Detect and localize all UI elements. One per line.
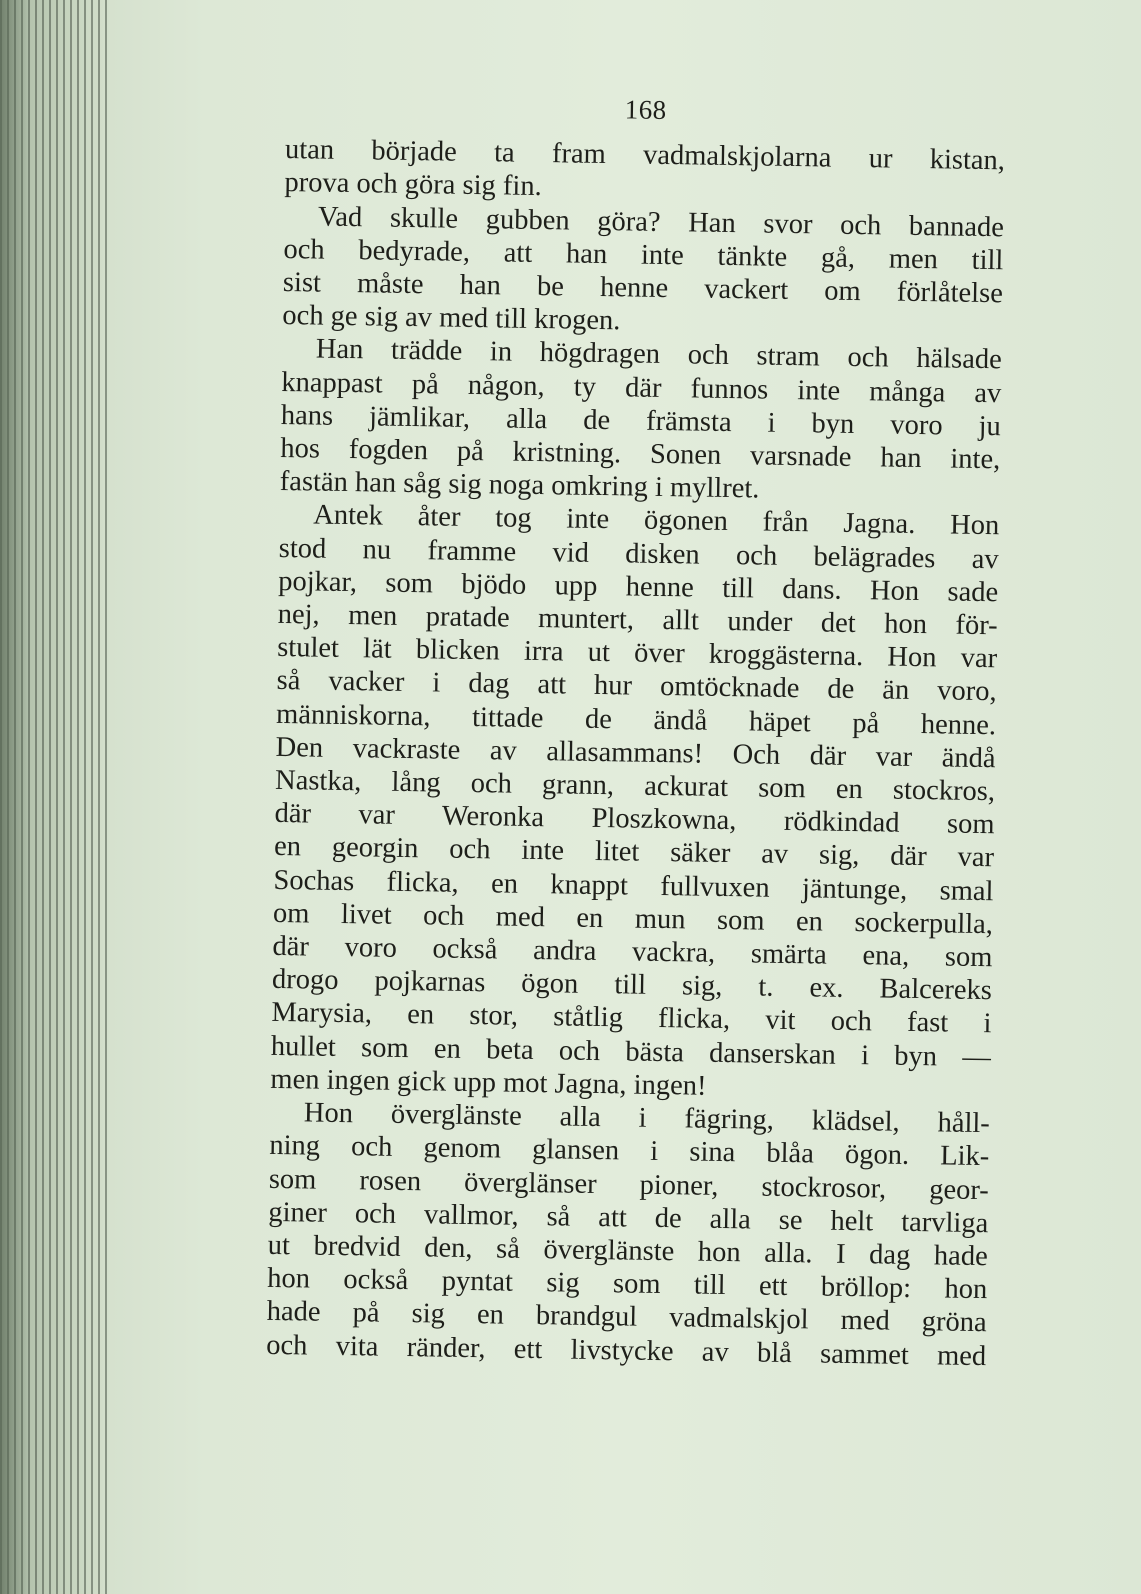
text-line: sist måste han be henne vackert om förlåtelse (282, 266, 1004, 310)
text-line: om livet och med en mun som en sockerpulla, (272, 897, 994, 941)
text-line: där voro också andra vackra, smärta ena, som (272, 930, 993, 974)
text-line: knappast på någon, ty där funnos inte många av (281, 366, 1002, 409)
text-line: och bedyrade, att han inte tänkte gå, men till (283, 233, 1004, 277)
paragraph-list (266, 133, 1005, 1373)
text-line: Sochas flicka, en knappt fullvuxen jäntunge, smal (273, 864, 994, 907)
text-line: Nastka, lång och grann, ackurat som en stockros, (274, 764, 996, 808)
text-line: Den vackraste av allasammans! Och där var ändå (275, 731, 996, 775)
page-number: 168 (624, 94, 667, 125)
paragraph (266, 1096, 990, 1373)
text-line: giner och vallmor, så att de alla se helt tarvliga (268, 1196, 989, 1239)
text-line: hade på sig en brandgul vadmalskjol med gröna (266, 1296, 987, 1339)
paragraph (284, 133, 1005, 211)
text-line: hullet som en beta och bästa danserskan i byn — (270, 1030, 992, 1073)
text-line: Marysia, en stor, ståtlig flicka, vit och fast i (271, 997, 992, 1040)
text-line: hans jämlikar, alla de främsta i byn voro ju (280, 399, 1002, 443)
text-line: ut bredvid den, så överglänste hon alla. I dag hade (267, 1229, 988, 1273)
text-line: stulet lät blicken irra ut över kroggästerna. Hon var (276, 632, 998, 675)
text-line: utan började ta fram vadmalskjolarna ur kistan, (284, 134, 1006, 177)
text-line: fastän han såg sig noga omkring i myllret. (279, 466, 760, 505)
text-line: en georgin och inte litet säker av sig, där var (273, 831, 995, 874)
text-line: så vacker i dag att hur omtöcknade de än voro, (276, 665, 997, 708)
text-line: som rosen överglänser pioner, stockrosor, geor- (268, 1163, 990, 1206)
paragraph (280, 332, 1003, 509)
text-line: nej, men pratade muntert, allt under det hon för- (277, 598, 998, 642)
text-line: stod nu framme vid disken och belägrades av (278, 532, 999, 575)
paragraph (270, 498, 999, 1107)
text-line: prova och göra sig fin. (284, 167, 542, 203)
text-line: men ingen gick upp mot Jagna, ingen! (270, 1063, 707, 1102)
text-line: hos fogden på kristning. Sonen varsnade han inte, (280, 432, 1001, 476)
paragraph (282, 200, 1004, 344)
text-line: Antek åter tog inte ögonen från Jagna. Hon (313, 499, 1000, 542)
text-line: Han trädde in högdragen och stram och hälsade (315, 333, 1003, 376)
text-block (266, 88, 1006, 1373)
spine-shadow (0, 0, 30, 1594)
text-line: Hon överglänste alla i fägring, klädsel, håll- (303, 1097, 991, 1140)
text-line: människorna, tittade de ändå häpet på henne. (275, 698, 997, 741)
text-line: pojkar, som bjödo upp henne till dans. Hon sade (278, 565, 999, 609)
text-line: ning och genom glansen i sina blåa ögon. Lik- (269, 1130, 990, 1173)
text-line: drogo pojkarnas ögon till sig, t. ex. Balcereks (271, 964, 993, 1007)
text-line: Vad skulle gubben göra? Han svor och bannade (317, 201, 1005, 243)
text-line: och vita ränder, ett livstycke av blå sammet med (266, 1329, 987, 1372)
text-line: hon också pyntat sig som till ett bröllop: hon (267, 1262, 988, 1306)
text-line: där var Weronka Ploszkowna, rödkindad som (274, 798, 995, 841)
text-line: och ge sig av med till krogen. (282, 300, 621, 337)
